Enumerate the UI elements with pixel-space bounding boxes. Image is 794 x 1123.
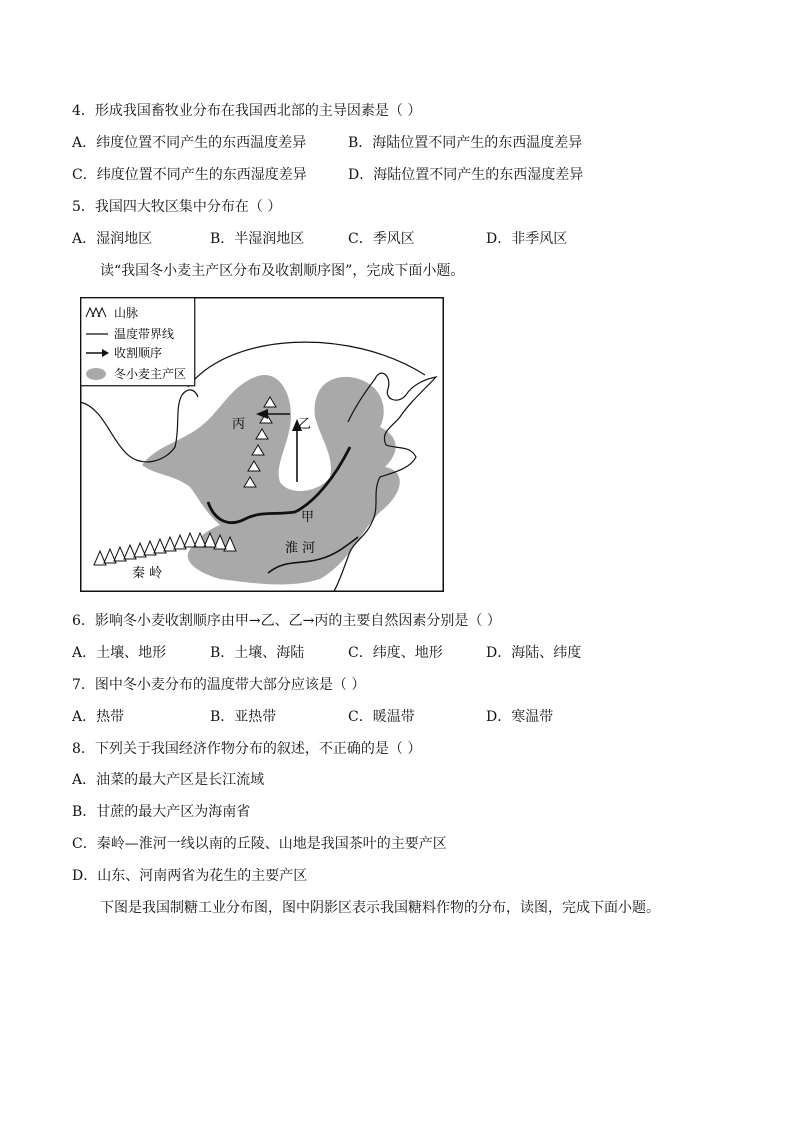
question-4-option-c[interactable]: C．纬度位置不同产生的东西湿度差异 bbox=[72, 167, 307, 183]
question-7-option-c[interactable]: C．暖温带 bbox=[348, 709, 415, 725]
question-4-stem: 4．形成我国畜牧业分布在我国西北部的主导因素是（ ） bbox=[72, 103, 422, 119]
label-jia: 甲 bbox=[301, 510, 315, 525]
label-huaihe: 淮 河 bbox=[285, 541, 316, 556]
legend-boundary-label: 温度带界线 bbox=[114, 327, 175, 341]
map-intro-text: 读“我国冬小麦主产区分布及收割顺序图”，完成下面小题。 bbox=[100, 263, 465, 279]
legend-area-icon bbox=[86, 368, 106, 380]
label-qinling: 秦 岭 bbox=[132, 566, 163, 581]
question-8-option-c[interactable]: C．秦岭—淮河一线以南的丘陵、山地是我国茶叶的主要产区 bbox=[72, 836, 447, 852]
question-5-option-d[interactable]: D．非季风区 bbox=[486, 231, 568, 247]
label-yi: 乙 bbox=[298, 417, 312, 432]
question-8-option-b[interactable]: B．甘蔗的最大产区为海南省 bbox=[72, 804, 251, 820]
question-7-option-b[interactable]: B．亚热带 bbox=[210, 709, 277, 725]
question-4-option-a[interactable]: A．纬度位置不同产生的东西温度差异 bbox=[72, 135, 307, 151]
question-8-option-a[interactable]: A．油菜的最大产区是长江流域 bbox=[72, 772, 265, 788]
question-6-stem: 6．影响冬小麦收割顺序由甲→乙、乙→丙的主要自然因素分别是（ ） bbox=[72, 613, 501, 629]
label-bing: 丙 bbox=[232, 417, 246, 432]
question-6-option-d[interactable]: D．海陆、纬度 bbox=[486, 645, 582, 661]
question-5-option-b[interactable]: B．半湿润地区 bbox=[210, 231, 305, 247]
winter-wheat-map bbox=[80, 297, 444, 592]
question-5-option-a[interactable]: A．湿润地区 bbox=[72, 231, 153, 247]
question-8-stem: 8．下列关于我国经济作物分布的叙述，不正确的是（ ） bbox=[72, 741, 422, 757]
legend-mountain-label: 山脉 bbox=[114, 306, 139, 320]
legend-arrow-label: 收割顺序 bbox=[114, 346, 163, 360]
question-6-option-c[interactable]: C．纬度、地形 bbox=[348, 645, 443, 661]
question-5-stem: 5．我国四大牧区集中分布在（ ） bbox=[72, 199, 282, 215]
question-7-option-d[interactable]: D．寒温带 bbox=[486, 709, 554, 725]
sugar-map-intro-text: 下图是我国制糖工业分布图，图中阴影区表示我国糖料作物的分布，读图，完成下面小题。 bbox=[100, 900, 660, 916]
question-7-option-a[interactable]: A．热带 bbox=[72, 709, 125, 725]
question-8-option-d[interactable]: D．山东、河南两省为花生的主要产区 bbox=[72, 868, 308, 884]
legend-area-label: 冬小麦主产区 bbox=[114, 367, 187, 381]
question-4-option-d[interactable]: D．海陆位置不同产生的东西湿度差异 bbox=[348, 167, 584, 183]
question-6-option-a[interactable]: A．土壤、地形 bbox=[72, 645, 167, 661]
question-5-option-c[interactable]: C．季风区 bbox=[348, 231, 415, 247]
question-6-option-b[interactable]: B．土壤、海陆 bbox=[210, 645, 305, 661]
question-7-stem: 7．图中冬小麦分布的温度带大部分应该是（ ） bbox=[72, 677, 366, 693]
question-4-option-b[interactable]: B．海陆位置不同产生的东西温度差异 bbox=[348, 135, 583, 151]
